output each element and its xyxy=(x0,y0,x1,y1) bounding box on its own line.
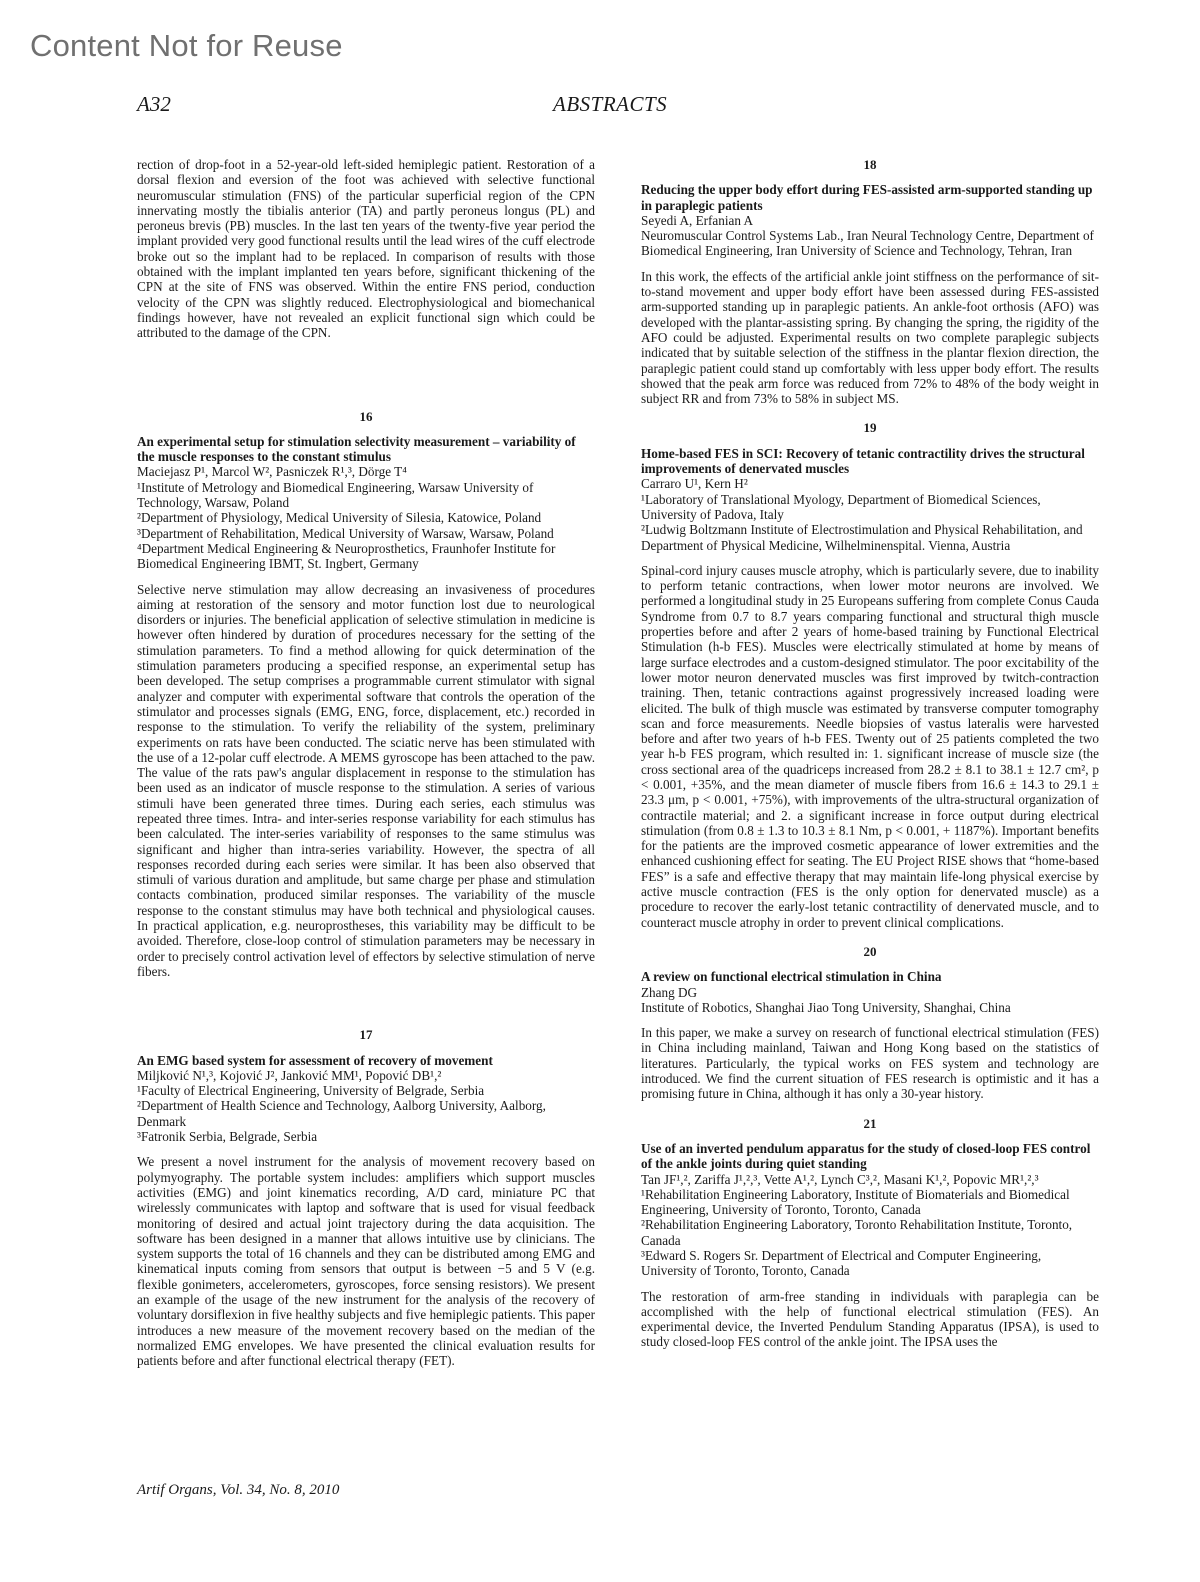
abstract-authors: Tan JF¹,², Zariffa J¹,²,³, Vette A¹,², Lynch C³,², Masani K¹,², Popovic MR¹,²,³ xyxy=(641,1171,1039,1187)
abstract-19 xyxy=(641,420,1099,930)
affiliation: ¹Faculty of Electrical Engineering, University of Belgrade, Serbia xyxy=(137,1083,485,1099)
abstract-title: Home-based FES in SCI: Recovery of tetanic contractility drives the structural improvements of denervated muscles xyxy=(641,445,1085,477)
abstract-number: 19 xyxy=(863,420,877,436)
abstract-16 xyxy=(137,409,595,980)
abstract-title: An EMG based system for assessment of recovery of movement xyxy=(137,1052,493,1068)
abstract-authors: Carraro U¹, Kern H² xyxy=(641,476,748,492)
left-column xyxy=(137,157,595,1368)
continuation-text: rection of drop-foot in a 52-year-old left-sided hemiplegic patient. Restoration of a dorsal flexion and eversion of the foot was achieved with selective functional neuromuscular stimulation (FNS) of the particular superficial region of the CPN innervating mostly the tibialis anterior (TA) and partly peroneus longus (PL) and peroneus brevis (PB) muscles. In the last ten years of the twenty-five year period the implant provided very good functional results until the lead wires of the cuff electrode broke out so the implant had to be replaced. In comparison of results with those obtained with the implant implanted ten years before, significant thickening of the CPN at the site of FNS was observed. Within the entire FNS period, conduction velocity of the CPN was slightly reduced. Electrophysiological and biomechanical findings however, have not revealed an explicit functional sign which could be attributed to the damage of the CPN. xyxy=(137,157,595,341)
abstract-body: In this work, the effects of the artificial ankle joint stiffness on the performance of sit-to-stand movement and upper body effort have been assessed during FES-assisted arm-supported standing up in paraplegic patients. An ankle-foot orthosis (AFO) was developed with the plantar-assisting spring. By changing the spring, the rigidity of the AFO could be adjusted. Experimental results on two complete paraplegic subjects indicated that by suitable selection of the stiffness in the plantar flexion direction, the paraplegic patient could stand up comfortably with less upper body effort. The results showed that the peak arm force was reduced from 72% to 48% of the body weight in subject RR and from 73% to 58% in subject MS. xyxy=(641,268,1099,407)
abstract-17 xyxy=(137,1027,595,1368)
affiliation: ¹Rehabilitation Engineering Laboratory, Institute of Biomaterials and Biomedical Engineering, University of Toronto, Toronto, Canada xyxy=(641,1186,1070,1218)
affiliation: ¹Laboratory of Translational Myology, Department of Biomedical Sciences, University of Padova, Italy xyxy=(641,491,1041,522)
affiliation: ³Department of Rehabilitation, Medical University of Warsaw, Warsaw, Poland xyxy=(137,525,554,541)
running-head xyxy=(137,92,1100,122)
abstract-number: 18 xyxy=(863,157,877,172)
affiliation: ²Department of Physiology, Medical University of Silesia, Katowice, Poland xyxy=(137,510,542,526)
abstract-number: 16 xyxy=(359,408,373,424)
abstract-authors: Seyedi A, Erfanian A xyxy=(641,212,754,228)
abstract-20 xyxy=(641,944,1099,1102)
abstract-title: An experimental setup for stimulation selectivity measurement – variability of the muscle responses to the constant stimulus xyxy=(137,433,576,465)
abstract-authors: Miljković N¹,³, Kojović J², Janković MM¹, Popović DB¹,² xyxy=(137,1067,442,1083)
abstract-authors: Zhang DG xyxy=(641,984,698,1000)
abstract-18 xyxy=(641,157,1099,406)
abstract-body: Spinal-cord injury causes muscle atrophy, which is particularly severe, due to inability to perform tetanic contractions, when lower motor neurons are involved. We performed a longitudinal study in 25 Europeans suffering from complete Conus Cauda Syndrome from 0.7 to 8.7 years comparing functional and structural thigh muscle properties before and after 2 years of home-based training by Functional Electrical Stimulation (h-b FES). Muscles were electrically stimulated at home by means of large surface electrodes and a custom-designed stimulator. The poor excitability of the lower motor neuron denervated muscles was first improved by twitch-contraction training. Then, tetanic contractions against progressively increased loading were elicited. The bulk of thigh muscle was estimated by transverse computer tomography scan and force measurements. Needle biopsies of vastus lateralis were harvested before and after two years of h-b FES. Twenty out of 25 patients completed the two year h-b FES program, which resulted in: 1. significant increase of muscle size (the cross sectional area of the quadriceps increased from 28.2 ± 8.1 to 38.1 ± 12.7 cm², p < 0.001, +35%, and the mean diameter of muscle fibers from 16.6 ± 14.3 to 29.1 ± 23.3 μm, p < 0.001, +75%), with improvements of the ultra-structural organization of contractile material; and 2. a significant increase in force output during electrical stimulation (from 0.8 ± 1.3 to 10.3 ± 8.1 Nm, p < 0.001, + 1187%). Important benefits for the patients are the improved cosmetic appearance of lower extremities and the enhanced cushioning effect for seating. The EU Project RISE shows that “home-based FES” is a safe and effective therapy that may maintain life-long physical exercise by active muscle contraction (FES is the only option for denervated muscle) as a procedure to recover the early-lost tetanic contractility of denervated muscle, and to counteract muscle atrophy in order to prevent clinical complications. xyxy=(641,562,1099,930)
abstract-number: 21 xyxy=(863,1115,877,1131)
watermark: Content Not for Reuse xyxy=(30,28,343,63)
abstract-number: 20 xyxy=(863,943,877,959)
affiliation: ³Fatronik Serbia, Belgrade, Serbia xyxy=(137,1129,318,1145)
abstract-21 xyxy=(641,1116,1099,1350)
affiliation: ³Edward S. Rogers Sr. Department of Electrical and Computer Engineering, University of Toronto, Toronto, Canada xyxy=(641,1248,1042,1279)
journal-citation-footer: Artif Organs, Vol. 34, No. 8, 2010 xyxy=(137,1482,340,1498)
abstract-body: Selective nerve stimulation may allow decreasing an invasiveness of procedures aiming at restoration of the sensory and motor function lost due to neurological disorders or injuries. The beneficial application of selective stimulation in medicine is however often hindered by duration of procedures necessary for the setting of the stimulation parameters. To find a method allowing for quick determination of the stimulation parameters producing a specified response, an experimental setup has been developed. The setup comprises a programmable current stimulator with signal analyzer and computer with experimental software that controls the operation of the stimulator and processes signals (EMG, ENG, force, displacement, etc.) recorded in response to the stimulation. To verify the reliability of the system, preliminary experiments on rats have been conducted. The sciatic nerve has been stimulated with the use of a 12-polar cuff electrode. A MEMS gyroscope has been attached to the paw. The value of the rats paw's angular displacement in response to the stimulation has been used as an indicator of muscle response to the stimulation. A series of various stimuli have been generated three times. During each series, each stimulus was repeated three times. Intra- and inter-series response variability for each stimulus has been calculated. The inter-series variability of responses to the same stimulus was significant and higher than intra-series variability. However, the spectra of all responses recorded during each series were similar. It has been also observed that stimuli of various duration and amplitude, but same charge per phase and stimulation contacts combination, produced similar responses. The variability of the muscle response to the constant stimulus may have both technical and physiological causes. In practical application, e.g. neuroprostheses, this variability may be difficult to be avoided. Therefore, close-loop control of stimulation parameters may be necessary in order to precisely control activation level of effectors by selective stimulation of nerve fibers. xyxy=(137,581,595,979)
abstract-body: We present a novel instrument for the analysis of movement recovery based on polymyography. The portable system includes: amplifiers which support muscles activities (EMG) and joint kinematics recording, A/D card, miniature PC that wirelessly communicates with laptop and software that is used for visual feedback monitoring of desired and actual joint trajectory during the data acquisition. The software has been designed in a manner that allows intuitive use by clinicians. The system supports the total of 16 channels and they can be distributed among EMG and kinematical inputs coming from sensors that output is between −5 and 5 V (e.g. flexible gonimeters, accelerometers, gyroscopes, force sensing resistors). We present an example of the usage of the new instrument for the analysis of the recovery of voluntary dorsiflexion in five healthy subjects and five hemiplegic patients. This paper introduces a new measure of the movement recovery based on the median of the normalized EMG envelopes. We have presented the clinical evaluation results for patients before and after functional electrical therapy (FET). xyxy=(137,1154,595,1369)
affiliation: ⁴Department Medical Engineering & Neuroprosthetics, Fraunhofer Institute for Biomedical Engineering IBMT, St. Ingbert, Germany xyxy=(137,540,556,572)
right-column xyxy=(641,157,1099,1350)
abstract-body: In this paper, we make a survey on research of functional electrical stimulation (FES) in China including mainland, Taiwan and Hong Kong based on the statistics of literatures. Particularly, the typical works on FES system and technology are introduced. We find the current situation of FES research is optimistic and it has a promising future in China, although it has only a 30-year history. xyxy=(641,1025,1099,1102)
affiliation: ²Rehabilitation Engineering Laboratory, Toronto Rehabilitation Institute, Toronto, Canada xyxy=(641,1217,1073,1248)
affiliation: ¹Institute of Metrology and Biomedical Engineering, Warsaw University of Technology, Warsaw, Poland xyxy=(137,479,534,511)
abstract-title: A review on functional electrical stimulation in China xyxy=(641,969,942,985)
page-number: A32 xyxy=(137,92,171,116)
abstract-title: Use of an inverted pendulum apparatus for the study of closed-loop FES control of the ankle joints during quiet standing xyxy=(641,1140,1091,1172)
abstract-authors: Maciejasz P¹, Marcol W², Pasniczek R¹,³, Dörge T⁴ xyxy=(137,464,407,480)
abstract-title: Reducing the upper body effort during FES-assisted arm-supported standing up in paraplegic patients xyxy=(641,182,1093,213)
section-title: ABSTRACTS xyxy=(553,92,668,116)
affiliation: ²Ludwig Boltzmann Institute of Electrostimulation and Physical Rehabilitation, and Department of Physical Medicine, Wilhelminenspital. Vienna, Austria xyxy=(641,522,1083,553)
abstract-body: The restoration of arm-free standing in individuals with paraplegia can be accomplished with the help of functional electrical stimulation (FES). An experimental device, the Inverted Pendulum Standing Apparatus (IPSA), is used to study closed-loop FES control of the ankle joint. The IPSA uses the xyxy=(641,1288,1099,1350)
affiliation: Neuromuscular Control Systems Lab., Iran Neural Technology Centre, Department of Biomedical Engineering, Iran University of Science and Technology, Tehran, Iran xyxy=(641,228,1094,259)
affiliation: ²Department of Health Science and Technology, Aalborg University, Aalborg, Denmark xyxy=(137,1098,546,1129)
abstract-number: 17 xyxy=(359,1027,373,1043)
affiliation: Institute of Robotics, Shanghai Jiao Tong University, Shanghai, China xyxy=(641,999,1011,1015)
